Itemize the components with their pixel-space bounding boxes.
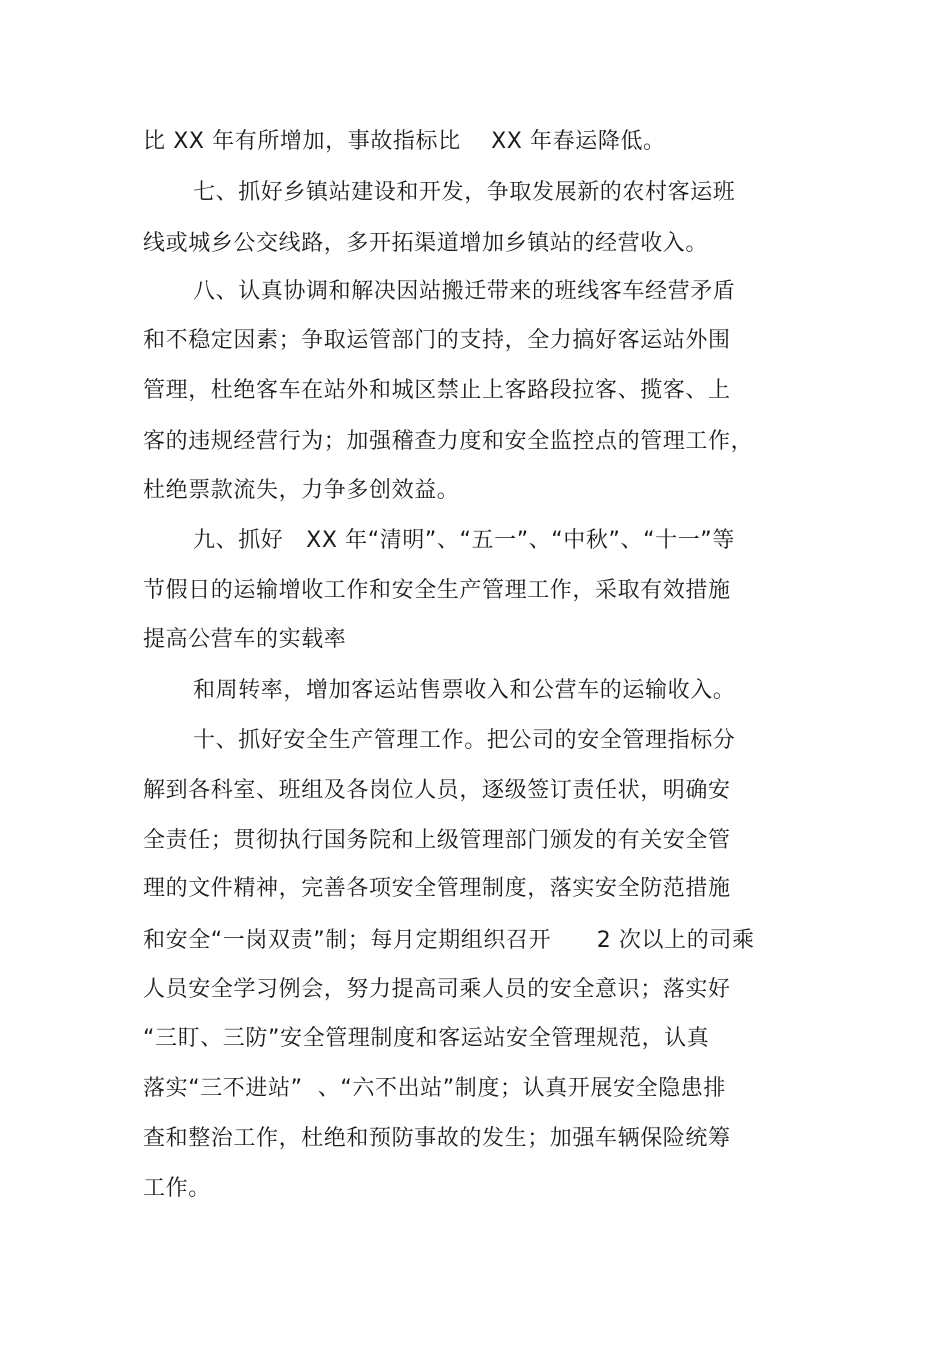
text-line: “三盯、三防”安全管理制度和客运站安全管理规范，认真 bbox=[143, 1026, 710, 1051]
text-line: 比 XX 年有所增加，事故指标比 XX 年春运降低。 bbox=[143, 129, 666, 154]
text-line: 查和整治工作，杜绝和预防事故的发生；加强车辆保险统筹 bbox=[143, 1126, 731, 1151]
text-line: 节假日的运输增收工作和安全生产管理工作，采取有效措施 bbox=[143, 578, 731, 603]
text-line: 工作。 bbox=[143, 1176, 211, 1201]
text-line: 九、抓好 XX 年“清明”、“五一”、“中秋”、“十一”等 bbox=[193, 528, 735, 553]
text-line: 客的违规经营行为；加强稽查力度和安全监控点的管理工作， bbox=[143, 429, 754, 454]
text-line: 提高公营车的实载率 bbox=[143, 627, 347, 652]
text-line: 全责任；贯彻执行国务院和上级管理部门颁发的有关安全管 bbox=[143, 828, 731, 853]
text-line: 管理，杜绝客车在站外和城区禁止上客路段拉客、揽客、上 bbox=[143, 378, 731, 403]
text-line: 杜绝票款流失，力争多创效益。 bbox=[143, 478, 460, 503]
text-line: 十、抓好安全生产管理工作。把公司的安全管理指标分 bbox=[193, 728, 736, 753]
text-line: 和周转率，增加客运站售票收入和公营车的运输收入。 bbox=[193, 678, 736, 703]
text-line: 八、认真协调和解决因站搬迁带来的班线客车经营矛盾 bbox=[193, 279, 736, 304]
text-line: 线或城乡公交线路，多开拓渠道增加乡镇站的经营收入。 bbox=[143, 231, 709, 256]
text-line: 和安全“一岗双责”制；每月定期组织召开 2 次以上的司乘 bbox=[143, 928, 755, 953]
text-line: 七、抓好乡镇站建设和开发，争取发展新的农村客运班 bbox=[193, 180, 736, 205]
text-line: 人员安全学习例会，努力提高司乘人员的安全意识；落实好 bbox=[143, 977, 731, 1002]
text-line: 理的文件精神，完善各项安全管理制度，落实安全防范措施 bbox=[143, 876, 731, 901]
text-line: 和不稳定因素；争取运管部门的支持，全力搞好客运站外围 bbox=[143, 328, 731, 353]
text-line: 落实“三不进站” 、“六不出站”制度；认真开展安全隐患排 bbox=[143, 1076, 726, 1101]
text-line: 解到各科室、班组及各岗位人员，逐级签订责任状，明确安 bbox=[143, 778, 731, 803]
